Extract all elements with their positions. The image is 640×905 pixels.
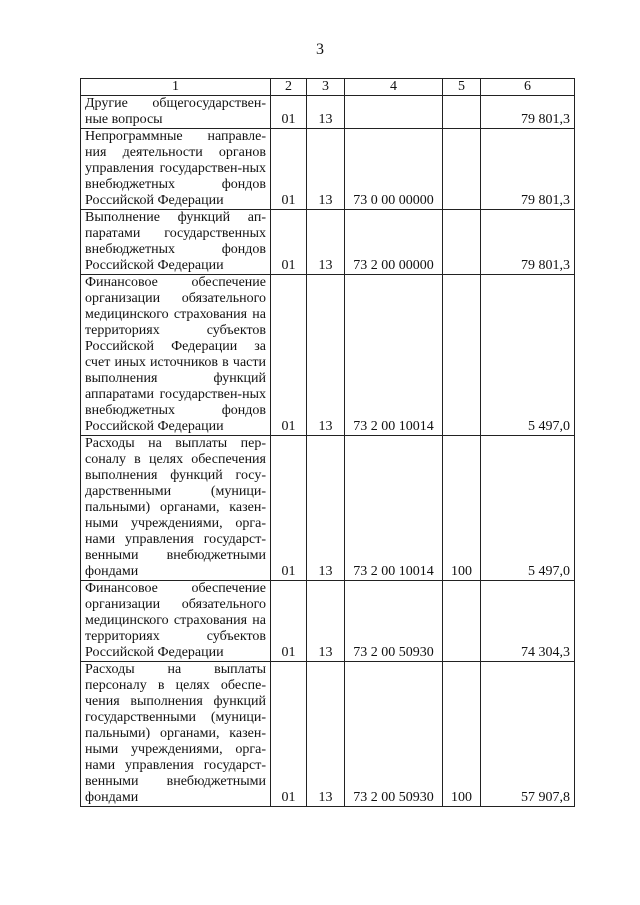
row-subsection-code: 13 <box>307 129 345 210</box>
row-target-item: 73 2 00 10014 <box>345 275 443 436</box>
page-number: 3 <box>316 41 324 58</box>
column-header-2: 2 <box>271 79 307 96</box>
budget-table <box>80 78 575 807</box>
row-subsection-code: 13 <box>307 662 345 807</box>
row-section-code: 01 <box>271 581 307 662</box>
row-name: Финансовое обеспечение организации обязательного медицинского страхования на территориях субъектов Российской Федерации за счет иных источников в части выполнения функций аппаратами государствен-ных внебюджетных фондов Российской Федерации <box>81 275 271 436</box>
row-section-code: 01 <box>271 662 307 807</box>
row-name: Непрограммные направле-ния деятельности органов управления государствен-ных внебюджетных фондов Российской Федерации <box>81 129 271 210</box>
row-subsection-code: 13 <box>307 275 345 436</box>
table-row <box>81 275 575 436</box>
row-expense-type <box>443 96 481 129</box>
row-expense-type: 100 <box>443 436 481 581</box>
row-amount: 79 801,3 <box>481 96 575 129</box>
row-section-code: 01 <box>271 210 307 275</box>
row-amount: 79 801,3 <box>481 210 575 275</box>
column-header-5: 5 <box>443 79 481 96</box>
table-row <box>81 436 575 581</box>
row-name: Расходы на выплаты персоналу в целях обеспе-чения выполнения функций государственными (муници-пальными) органами, казен-ными учреждениями, орга-нами управления государст-венными внебюджетными фондами <box>81 662 271 807</box>
table-row <box>81 662 575 807</box>
row-subsection-code: 13 <box>307 436 345 581</box>
row-name: Финансовое обеспечение организации обязательного медицинского страхования на территориях субъектов Российской Федерации <box>81 581 271 662</box>
row-amount: 57 907,8 <box>481 662 575 807</box>
table-row <box>81 581 575 662</box>
column-header-3: 3 <box>307 79 345 96</box>
table-row <box>81 96 575 129</box>
row-target-item: 73 2 00 50930 <box>345 662 443 807</box>
row-name: Расходы на выплаты пер-соналу в целях обеспечения выполнения функций госу-дарственными (муници-пальными) органами, казен-ными учреждениями, орга-нами управления государст-венными внебюджетными фондами <box>81 436 271 581</box>
row-target-item: 73 2 00 10014 <box>345 436 443 581</box>
row-amount: 74 304,3 <box>481 581 575 662</box>
row-amount: 79 801,3 <box>481 129 575 210</box>
table-row <box>81 210 575 275</box>
row-target-item: 73 0 00 00000 <box>345 129 443 210</box>
column-header-6: 6 <box>481 79 575 96</box>
row-expense-type <box>443 129 481 210</box>
row-name: Выполнение функций ап-паратами государственных внебюджетных фондов Российской Федерации <box>81 210 271 275</box>
row-target-item: 73 2 00 50930 <box>345 581 443 662</box>
row-subsection-code: 13 <box>307 210 345 275</box>
row-expense-type <box>443 581 481 662</box>
row-amount: 5 497,0 <box>481 275 575 436</box>
row-expense-type <box>443 275 481 436</box>
row-subsection-code: 13 <box>307 581 345 662</box>
column-header-4: 4 <box>345 79 443 96</box>
row-subsection-code: 13 <box>307 96 345 129</box>
row-name: Другие общегосударствен-ные вопросы <box>81 96 271 129</box>
row-target-item: 73 2 00 00000 <box>345 210 443 275</box>
row-target-item <box>345 96 443 129</box>
table-header-row <box>81 79 575 96</box>
row-section-code: 01 <box>271 96 307 129</box>
row-expense-type: 100 <box>443 662 481 807</box>
table-row <box>81 129 575 210</box>
row-expense-type <box>443 210 481 275</box>
row-section-code: 01 <box>271 436 307 581</box>
row-amount: 5 497,0 <box>481 436 575 581</box>
column-header-1: 1 <box>81 79 271 96</box>
row-section-code: 01 <box>271 275 307 436</box>
row-section-code: 01 <box>271 129 307 210</box>
